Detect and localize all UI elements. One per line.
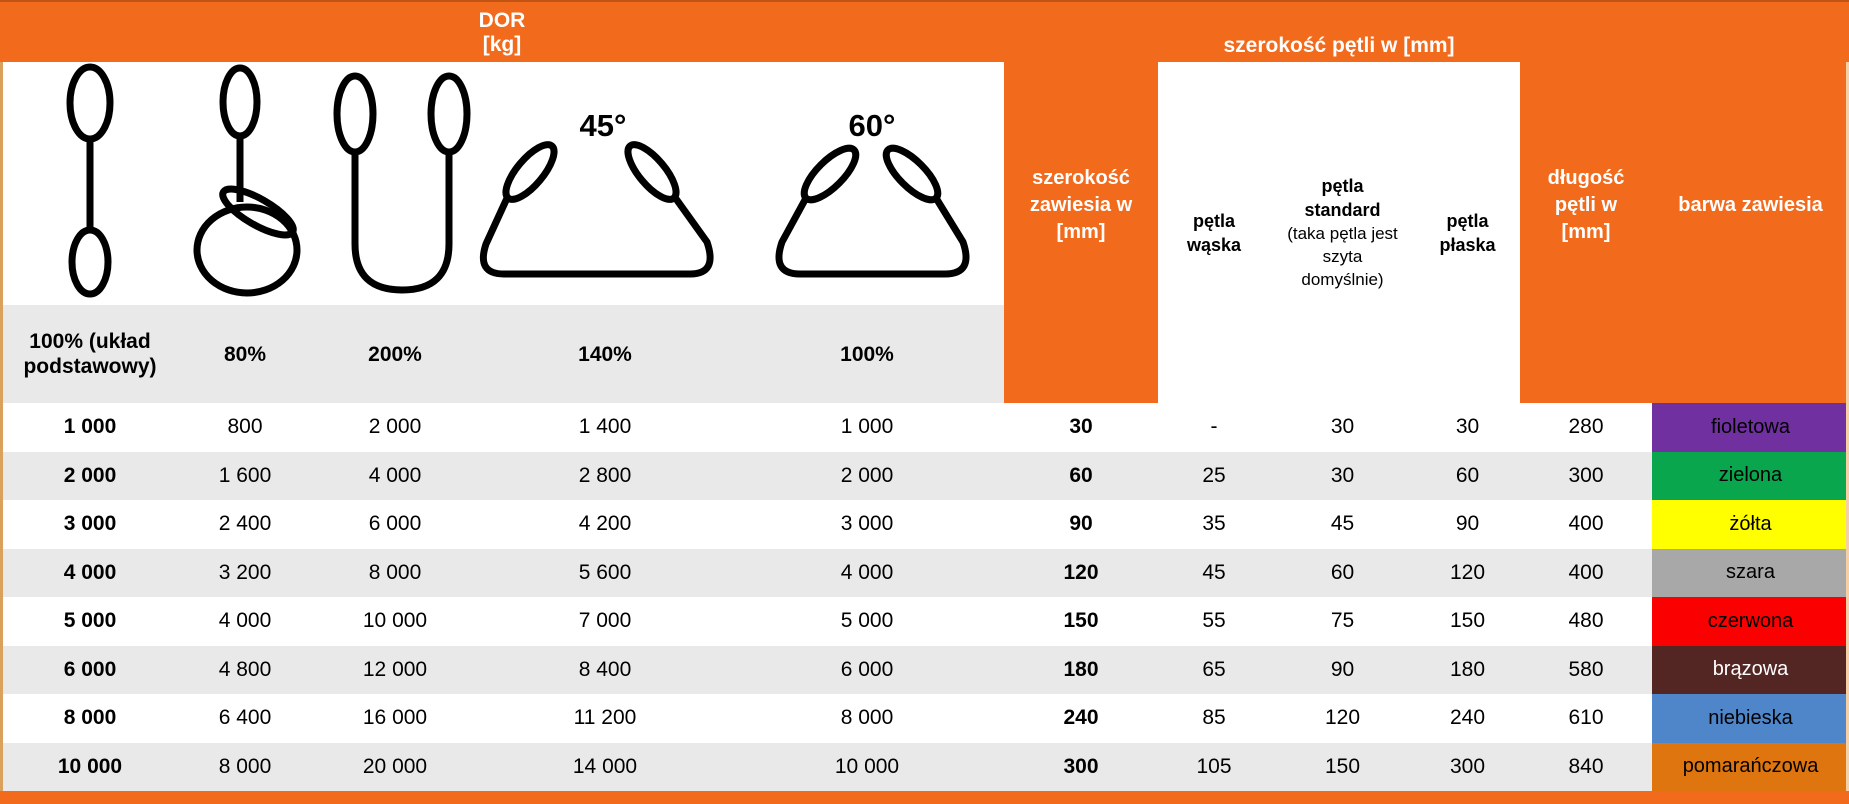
table-cell: 2 400: [180, 500, 310, 549]
table-cell: 75: [1270, 597, 1415, 646]
table-cell: 6 000: [310, 500, 480, 549]
dor-title: DOR: [478, 9, 526, 32]
data-rows: [0, 403, 1849, 791]
table-cell: 480: [1520, 597, 1652, 646]
table-row: [0, 452, 1849, 501]
table-cell: 4 000: [310, 452, 480, 501]
table-cell: 10 000: [0, 743, 180, 792]
percent-60deg: 100%: [840, 342, 894, 366]
table-cell: 85: [1158, 694, 1270, 743]
angle-60-label: 60°: [848, 108, 896, 143]
table-cell: 800: [180, 403, 310, 452]
dor-unit: [kg]: [482, 33, 522, 56]
table-cell: 300: [1415, 743, 1520, 792]
table-cell: 60: [1004, 452, 1158, 501]
table-cell: 11 200: [480, 694, 730, 743]
table-cell: -: [1158, 403, 1270, 452]
table-cell: 65: [1158, 646, 1270, 695]
table-cell: 6 400: [180, 694, 310, 743]
angle-45-label: 45°: [579, 108, 627, 143]
loop-width-group-header: [1158, 2, 1520, 64]
table-cell: 10 000: [310, 597, 480, 646]
table-cell: 280: [1520, 403, 1652, 452]
table-cell: 90: [1004, 500, 1158, 549]
table-cell: 30: [1270, 452, 1415, 501]
table-cell: 4 800: [180, 646, 310, 695]
loop-subheaders: [1158, 62, 1520, 403]
table-cell: 4 000: [180, 597, 310, 646]
column-header-loop-flat: pętla płaska: [1439, 210, 1496, 255]
sling-color-cell: niebieska: [1652, 694, 1849, 743]
dor-group-header: [0, 2, 1004, 64]
table-cell: 240: [1415, 694, 1520, 743]
table-cell: 3 000: [0, 500, 180, 549]
table-cell: 150: [1415, 597, 1520, 646]
top-header-band: [0, 0, 1849, 62]
table-cell: 30: [1004, 403, 1158, 452]
table-cell: 25: [1158, 452, 1270, 501]
table-cell: 12 000: [310, 646, 480, 695]
sling-color-cell: fioletowa: [1652, 403, 1849, 452]
table-row: [0, 597, 1849, 646]
table-cell: 30: [1415, 403, 1520, 452]
table-cell: 90: [1415, 500, 1520, 549]
table-cell: 4 000: [0, 549, 180, 598]
table-cell: 300: [1520, 452, 1652, 501]
table-cell: 105: [1158, 743, 1270, 792]
table-cell: 20 000: [310, 743, 480, 792]
table-cell: 240: [1004, 694, 1158, 743]
table-cell: 580: [1520, 646, 1652, 695]
table-row: [0, 403, 1849, 452]
column-header-loop-standard: pętla standard (taka pętla jest szyta domyślnie): [1287, 176, 1398, 289]
table-cell: 840: [1520, 743, 1652, 792]
table-cell: 6 000: [0, 646, 180, 695]
basket-60deg-icon: [779, 108, 966, 274]
table-cell: 10 000: [730, 743, 1004, 792]
table-cell: 4 000: [730, 549, 1004, 598]
table-row: [0, 646, 1849, 695]
table-row: [0, 743, 1849, 792]
percent-row: [0, 305, 1004, 403]
table-cell: 2 800: [480, 452, 730, 501]
table-cell: 90: [1270, 646, 1415, 695]
table-cell: 150: [1270, 743, 1415, 792]
table-cell: 150: [1004, 597, 1158, 646]
table-cell: 180: [1004, 646, 1158, 695]
table-cell: 8 000: [180, 743, 310, 792]
sling-diagrams: [0, 62, 1004, 305]
percent-basket: 200%: [368, 342, 422, 366]
percent-vertical: 100% (układ podstawowy): [23, 330, 157, 378]
table-cell: 5 600: [480, 549, 730, 598]
table-cell: 180: [1415, 646, 1520, 695]
table-cell: 30: [1270, 403, 1415, 452]
column-header-sling-color: barwa zawiesia: [1652, 62, 1849, 403]
table-cell: 4 200: [480, 500, 730, 549]
table-cell: 3 000: [730, 500, 1004, 549]
table-cell: 120: [1270, 694, 1415, 743]
table-cell: 55: [1158, 597, 1270, 646]
column-header-loop-narrow: pętla wąska: [1186, 210, 1242, 255]
sling-color-cell: brązowa: [1652, 646, 1849, 695]
table-cell: 5 000: [0, 597, 180, 646]
percent-choke: 80%: [223, 342, 267, 366]
sling-color-cell: pomarańczowa: [1652, 743, 1849, 792]
basket-hitch-icon: [337, 76, 467, 290]
table-cell: 8 000: [310, 549, 480, 598]
table-cell: 2 000: [0, 452, 180, 501]
table-cell: 45: [1270, 500, 1415, 549]
table-cell: 5 000: [730, 597, 1004, 646]
vertical-sling-icon: [70, 67, 110, 294]
table-cell: 6 000: [730, 646, 1004, 695]
table-cell: 1 400: [480, 403, 730, 452]
table-cell: 610: [1520, 694, 1652, 743]
table-cell: 16 000: [310, 694, 480, 743]
table-cell: 1 000: [730, 403, 1004, 452]
table-row: [0, 694, 1849, 743]
table-cell: 60: [1415, 452, 1520, 501]
table-row: [0, 549, 1849, 598]
table-cell: 400: [1520, 549, 1652, 598]
table-cell: 7 000: [480, 597, 730, 646]
table-left-border: [0, 62, 3, 791]
percent-45deg: 140%: [578, 342, 632, 366]
sling-color-cell: szara: [1652, 549, 1849, 598]
table-cell: 35: [1158, 500, 1270, 549]
table-cell: 2 000: [310, 403, 480, 452]
table-cell: 14 000: [480, 743, 730, 792]
basket-45deg-icon: [483, 108, 710, 274]
choke-hitch-icon: [197, 68, 299, 293]
column-header-sling-width: szerokość zawiesia w [mm]: [1004, 62, 1158, 403]
sling-diagrams-zone: [0, 62, 1004, 305]
sling-color-cell: zielona: [1652, 452, 1849, 501]
table-cell: 2 000: [730, 452, 1004, 501]
table-cell: 8 000: [0, 694, 180, 743]
table-cell: 8 000: [730, 694, 1004, 743]
table-cell: 120: [1004, 549, 1158, 598]
table-cell: 1 000: [0, 403, 180, 452]
table-cell: 8 400: [480, 646, 730, 695]
table-cell: 1 600: [180, 452, 310, 501]
table-cell: 300: [1004, 743, 1158, 792]
table-cell: 45: [1158, 549, 1270, 598]
sling-color-cell: czerwona: [1652, 597, 1849, 646]
table-cell: 3 200: [180, 549, 310, 598]
table-cell: 400: [1520, 500, 1652, 549]
sling-color-cell: żółta: [1652, 500, 1849, 549]
table-row: [0, 500, 1849, 549]
loop-width-title: szerokość pętli w [mm]: [1223, 34, 1455, 57]
column-header-loop-length: długość pętli w [mm]: [1520, 62, 1652, 403]
table-cell: 120: [1415, 549, 1520, 598]
footer-band: [0, 791, 1849, 804]
table-cell: 60: [1270, 549, 1415, 598]
